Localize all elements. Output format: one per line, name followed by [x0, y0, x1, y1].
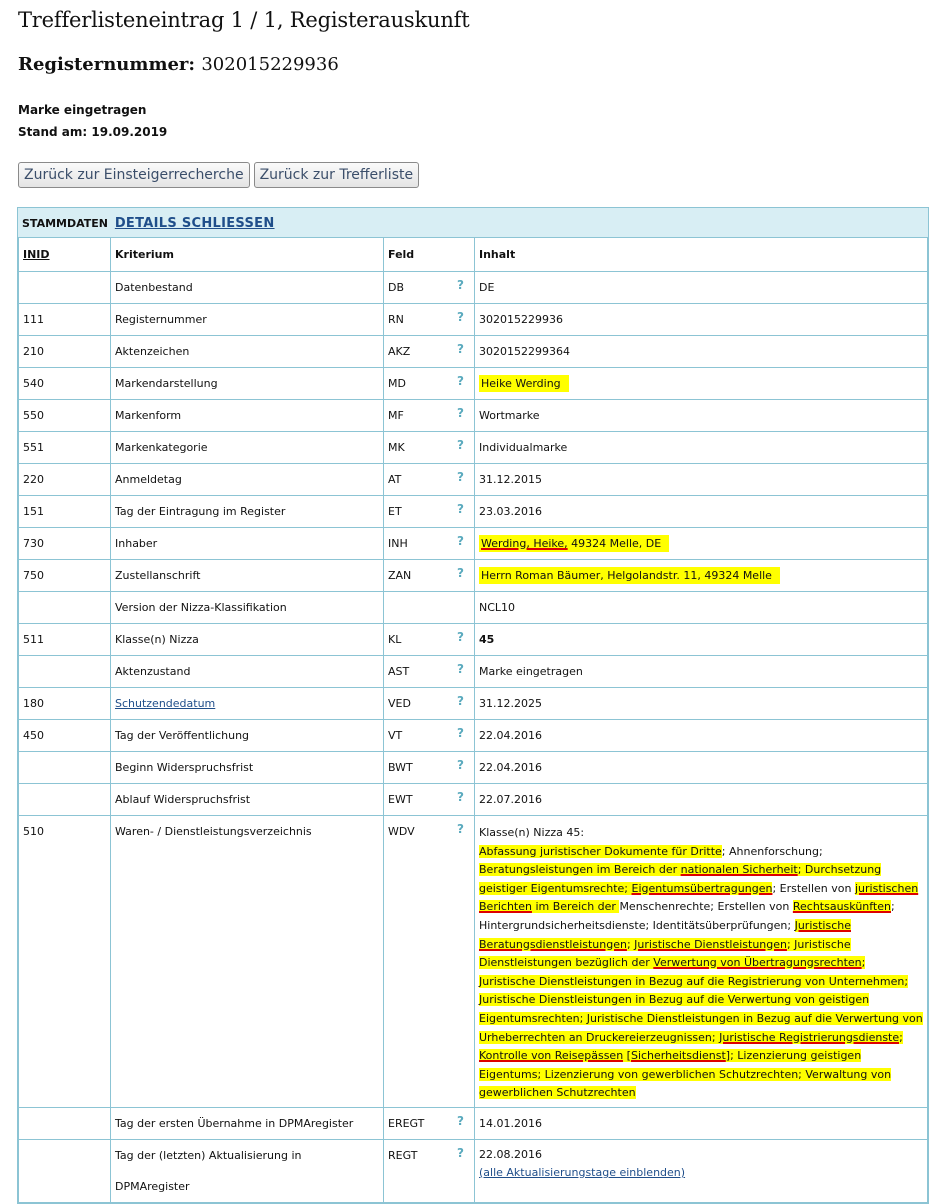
help-icon[interactable]: ? — [457, 630, 464, 644]
help-icon[interactable]: ? — [457, 502, 464, 516]
inid-cell — [19, 272, 111, 304]
inid-cell: 750 — [19, 560, 111, 592]
table-row — [19, 592, 928, 624]
help-icon[interactable]: ? — [457, 790, 464, 804]
inid-cell: 220 — [19, 464, 111, 496]
inid-cell: 450 — [19, 720, 111, 752]
kriterium-cell: Ablauf Widerspruchsfrist — [111, 784, 384, 816]
details-close-link[interactable]: DETAILS SCHLIESSEN — [114, 216, 275, 231]
table-row — [19, 688, 928, 720]
feld-cell: AT ? — [384, 464, 475, 496]
text-segment: Beratungsleistungen im Bereich der — [479, 863, 681, 877]
inid-cell: 510 — [19, 816, 111, 1108]
master-data-panel — [17, 207, 929, 1204]
table-row — [19, 336, 928, 368]
back-to-search-button[interactable]: Zurück zur Einsteigerrecherche — [18, 162, 250, 188]
master-data-table — [18, 237, 928, 1203]
kriterium-cell: Waren- / Dienstleistungsverzeichnis — [111, 816, 384, 1108]
table-row — [19, 464, 928, 496]
protection-end-link[interactable]: Schutzendedatum — [115, 697, 216, 710]
stand-date: Stand am: 19.09.2019 — [18, 125, 168, 139]
help-icon[interactable]: ? — [457, 470, 464, 484]
text-segment: ; Juristische Dienstleistungen bezüglich der — [479, 937, 851, 970]
feld-cell: MF ? — [384, 400, 475, 432]
help-icon[interactable]: ? — [457, 662, 464, 676]
panel-header — [18, 208, 928, 237]
register-number-value: 302015229936 — [201, 54, 339, 75]
kriterium-cell: Klasse(n) Nizza — [111, 624, 384, 656]
table-row — [19, 1107, 928, 1139]
table-row — [19, 304, 928, 336]
kriterium-cell: Datenbestand — [111, 272, 384, 304]
kriterium-cell: Markendarstellung — [111, 368, 384, 400]
underlined-term: juristischen Berichten — [479, 881, 919, 914]
inid-cell — [19, 1139, 111, 1202]
inhalt-cell: 3020152299364 — [475, 336, 928, 368]
inhalt-cell: DE — [475, 272, 928, 304]
feld-cell: RN ? — [384, 304, 475, 336]
feld-cell: MD ? — [384, 368, 475, 400]
text-segment: ; Hintergrundsicherheitsdienste; Identitätsüberprüfungen; — [479, 900, 895, 932]
underlined-term: Kontrolle von Reisepässen — [479, 1049, 624, 1063]
text-segment: Menschenrechte; Erstellen von — [619, 900, 793, 914]
text-segment: im Bereich der — [531, 900, 620, 914]
inhalt-cell: 31.12.2015 — [475, 464, 928, 496]
inhalt-cell: Individualmarke — [475, 432, 928, 464]
inhalt-cell: 22.07.2016 — [475, 784, 928, 816]
update-date: 22.08.2016 — [479, 1147, 542, 1161]
kriterium-cell: Registernummer — [111, 304, 384, 336]
underlined-term: Juristische Registrierungsdienste — [719, 1030, 900, 1044]
inid-cell: 151 — [19, 496, 111, 528]
kriterium-cell: Aktenzustand — [111, 656, 384, 688]
inhalt-cell: 14.01.2016 — [475, 1107, 928, 1139]
show-all-updates-link[interactable]: (alle Aktualisierungstage einblenden) — [479, 1165, 686, 1179]
feld-cell: BWT ? — [384, 752, 475, 784]
inid-cell — [19, 656, 111, 688]
trademark-text: Heike Werding — [479, 375, 569, 392]
feld-cell: INH ? — [384, 528, 475, 560]
kriterium-cell: Tag der (letzten) Aktualisierung in DPMAregister — [111, 1139, 384, 1202]
kriterium-cell: Zustellanschrift — [111, 560, 384, 592]
kriterium-cell: Inhaber — [111, 528, 384, 560]
text-segment: [ — [623, 1049, 631, 1063]
table-row — [19, 368, 928, 400]
help-icon[interactable]: ? — [457, 342, 464, 356]
underlined-term: nationalen Sicherheit — [680, 863, 798, 877]
kriterium-cell: Version der Nizza-Klassifikation — [111, 592, 384, 624]
register-number-heading — [18, 38, 935, 84]
help-icon[interactable]: ? — [457, 534, 464, 548]
feld-cell: VT ? — [384, 720, 475, 752]
inhalt-cell — [475, 560, 928, 592]
feld-cell: WDV ? — [384, 816, 475, 1108]
table-row — [19, 1139, 928, 1202]
kriterium-cell: Anmeldetag — [111, 464, 384, 496]
feld-cell: ZAN ? — [384, 560, 475, 592]
col-inid[interactable]: INID — [19, 238, 111, 272]
text-segment: ; Erstellen von — [772, 881, 855, 895]
kriterium-cell: Beginn Widerspruchsfrist — [111, 752, 384, 784]
table-row — [19, 784, 928, 816]
kriterium-cell: Tag der Eintragung im Register — [111, 496, 384, 528]
help-icon[interactable]: ? — [457, 278, 464, 292]
text-segment: ]; Lizenzierung geistigen Eigentums; Lizenzierung von gewerblichen Schutzrechten; Verwaltung von gewerblichen Schutzrechten — [479, 1049, 892, 1100]
underlined-term: Juristische Beratungsdienstleistungen — [479, 918, 851, 951]
underlined-term: Verwertung von Übertragungsrechten — [653, 956, 862, 970]
owner-name: Werding, Heike, — [481, 537, 568, 550]
text-segment: ; Durchsetzung geistiger Eigentumsrechte; — [479, 863, 882, 895]
table-header-row — [19, 238, 928, 272]
inhalt-cell — [475, 368, 928, 400]
kriterium-cell — [111, 688, 384, 720]
help-icon[interactable]: ? — [457, 566, 464, 580]
status-text: Marke eingetragen — [18, 103, 147, 117]
table-row — [19, 560, 928, 592]
table-row — [19, 432, 928, 464]
register-number-label: Registernummer: — [18, 54, 196, 75]
kriterium-cell: Markenkategorie — [111, 432, 384, 464]
table-row — [19, 496, 928, 528]
table-row — [19, 816, 928, 1108]
underlined-term: Juristische Dienstleistungen — [634, 937, 787, 951]
inhalt-cell — [475, 528, 928, 560]
feld-cell: MK ? — [384, 432, 475, 464]
inhalt-cell: 22.04.2016 — [475, 752, 928, 784]
text-segment: ; Juristische Dienstleistungen in Bezug auf die Registrierung von Unternehmen; Juristische Dienstleistungen in Bezug auf die Verwertung von geistigen Eigentumsrechten; Juristische Dienstleistungen in Bezug auf die Verwertung von Urheberrechten an Druckereierzeugnissen; — [479, 956, 923, 1044]
help-icon[interactable]: ? — [457, 726, 464, 740]
kriterium-cell: Aktenzeichen — [111, 336, 384, 368]
back-to-list-button[interactable]: Zurück zur Trefferliste — [254, 162, 420, 188]
inid-cell: 550 — [19, 400, 111, 432]
page-title: Trefferlisteneintrag 1 / 1, Registerauskunft — [18, 8, 470, 32]
inhalt-cell: 22.04.2016 — [475, 720, 928, 752]
help-icon[interactable]: ? — [457, 1145, 464, 1160]
feld-cell: AKZ ? — [384, 336, 475, 368]
feld-cell: EWT ? — [384, 784, 475, 816]
delivery-address: Herrn Roman Bäumer, Helgolandstr. 11, 49324 Melle — [479, 567, 780, 584]
feld-cell: EREGT ? — [384, 1107, 475, 1139]
inid-cell: 540 — [19, 368, 111, 400]
col-kriterium: Kriterium — [111, 238, 384, 272]
text-segment: Abfassung juristischer Dokumente für Dritte — [479, 844, 722, 858]
goods-services-cell — [475, 816, 928, 1108]
inhalt-cell: NCL10 — [475, 592, 928, 624]
help-icon[interactable]: ? — [457, 694, 464, 708]
help-icon[interactable]: ? — [457, 310, 464, 324]
help-icon[interactable]: ? — [457, 822, 464, 836]
table-row — [19, 624, 928, 656]
underlined-term: Eigentumsübertragungen — [631, 881, 773, 895]
table-row — [19, 272, 928, 304]
feld-cell: DB ? — [384, 272, 475, 304]
inid-cell — [19, 1107, 111, 1139]
kriterium-cell: Tag der Veröffentlichung — [111, 720, 384, 752]
inhalt-cell: 45 — [475, 624, 928, 656]
goods-services-text — [479, 843, 923, 1103]
inhalt-cell: Wortmarke — [475, 400, 928, 432]
help-icon[interactable]: ? — [457, 758, 464, 772]
inhalt-cell: 302015229936 — [475, 304, 928, 336]
table-row — [19, 720, 928, 752]
underlined-term: Rechtsauskünften — [792, 900, 891, 914]
owner-address: 49324 Melle, DE — [567, 537, 662, 550]
nice-class-heading: Klasse(n) Nizza 45: — [479, 826, 585, 839]
feld-cell: KL ? — [384, 624, 475, 656]
table-row — [19, 752, 928, 784]
kriterium-cell: Markenform — [111, 400, 384, 432]
help-icon[interactable]: ? — [457, 406, 464, 420]
inid-cell — [19, 784, 111, 816]
feld-cell: AST ? — [384, 656, 475, 688]
inid-cell: 730 — [19, 528, 111, 560]
kriterium-cell: Tag der ersten Übernahme in DPMAregister — [111, 1107, 384, 1139]
inhalt-cell: Marke eingetragen — [475, 656, 928, 688]
table-row — [19, 656, 928, 688]
inid-cell: 511 — [19, 624, 111, 656]
inid-cell: 551 — [19, 432, 111, 464]
inhalt-cell — [475, 1139, 928, 1202]
text-segment: ; — [626, 937, 635, 951]
feld-cell — [384, 592, 475, 624]
underlined-term: Sicherheitsdienst — [630, 1049, 726, 1063]
section-label: STAMMDATEN — [22, 217, 108, 230]
col-inhalt: Inhalt — [475, 238, 928, 272]
inhalt-cell: 31.12.2025 — [475, 688, 928, 720]
text-segment: ; — [899, 1030, 903, 1044]
inid-cell — [19, 592, 111, 624]
table-row — [19, 528, 928, 560]
table-row — [19, 400, 928, 432]
help-icon[interactable]: ? — [457, 374, 464, 388]
inid-cell: 111 — [19, 304, 111, 336]
inid-cell: 180 — [19, 688, 111, 720]
feld-cell: VED ? — [384, 688, 475, 720]
help-icon[interactable]: ? — [457, 1113, 464, 1128]
inid-cell — [19, 752, 111, 784]
help-icon[interactable]: ? — [457, 438, 464, 452]
inid-cell: 210 — [19, 336, 111, 368]
text-segment: ; Ahnenforschung; — [721, 844, 823, 858]
inhalt-cell: 23.03.2016 — [475, 496, 928, 528]
col-feld: Feld — [384, 238, 475, 272]
feld-cell: REGT ? — [384, 1139, 475, 1202]
feld-cell: ET ? — [384, 496, 475, 528]
